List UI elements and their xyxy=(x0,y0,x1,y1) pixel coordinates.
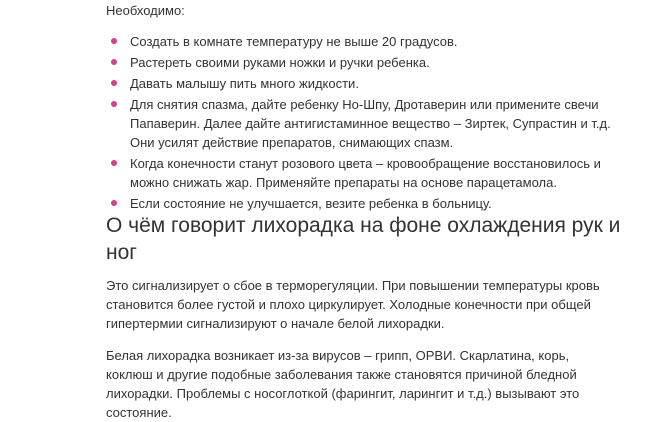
paragraph: Белая лихорадка возникает из-за вирусов – грипп, ОРВИ. Скарлатина, корь, коклюш и другие подобные заболевания также становятся причиной бледной лихорадки. Проблемы с носоглоткой (фарингит, ларингит и т.д.) вызывают это состояние. xyxy=(106,348,580,420)
paragraph: Это сигнализирует о сбое в терморегуляции. При повышении температуры кровь становится более густой и плохо циркулирует. Холодные конечности при общей гипертермии сигнализируют о начале белой лихорадки. xyxy=(106,278,600,331)
bullet-dot-icon xyxy=(111,101,117,107)
bullet-dot-icon xyxy=(111,59,117,65)
list-item xyxy=(106,154,626,192)
list-item xyxy=(106,53,626,72)
list-item xyxy=(106,32,626,51)
list-item-text: Если состояние не улучшается, везите ребенка в больницу. xyxy=(130,196,492,211)
bullet-dot-icon xyxy=(111,200,117,206)
list-item-text: Давать малышу пить много жидкости. xyxy=(130,76,359,91)
list-item xyxy=(106,194,626,213)
list-item-text: Для снятия спазма, дайте ребенку Но-Шпу, Дротаверин или примените свечи Папаверин. Далее дайте антигистаминное вещество – Зиртек, Супрастин и т.д. Они усилят действие препаратов, снимающих спазм. xyxy=(130,97,611,150)
list-item-text: Когда конечности станут розового цвета – кровообращение восстановилось и можно снижать жар. Применяйте препараты на основе парацетамола. xyxy=(130,156,601,190)
bullet-dot-icon xyxy=(111,80,117,86)
intro-text: Необходимо: xyxy=(106,3,185,18)
list-item xyxy=(106,74,626,93)
bullet-dot-icon xyxy=(111,160,117,166)
list-item-text: Растереть своими руками ножки и ручки ребенка. xyxy=(130,55,430,70)
bullet-list xyxy=(106,32,626,215)
bullet-dot-icon xyxy=(111,38,117,44)
section-heading: О чём говорит лихорадка на фоне охлаждения рук и ног xyxy=(106,214,621,264)
list-item-text: Создать в комнате температуру не выше 20 градусов. xyxy=(130,34,458,49)
list-item xyxy=(106,95,626,152)
